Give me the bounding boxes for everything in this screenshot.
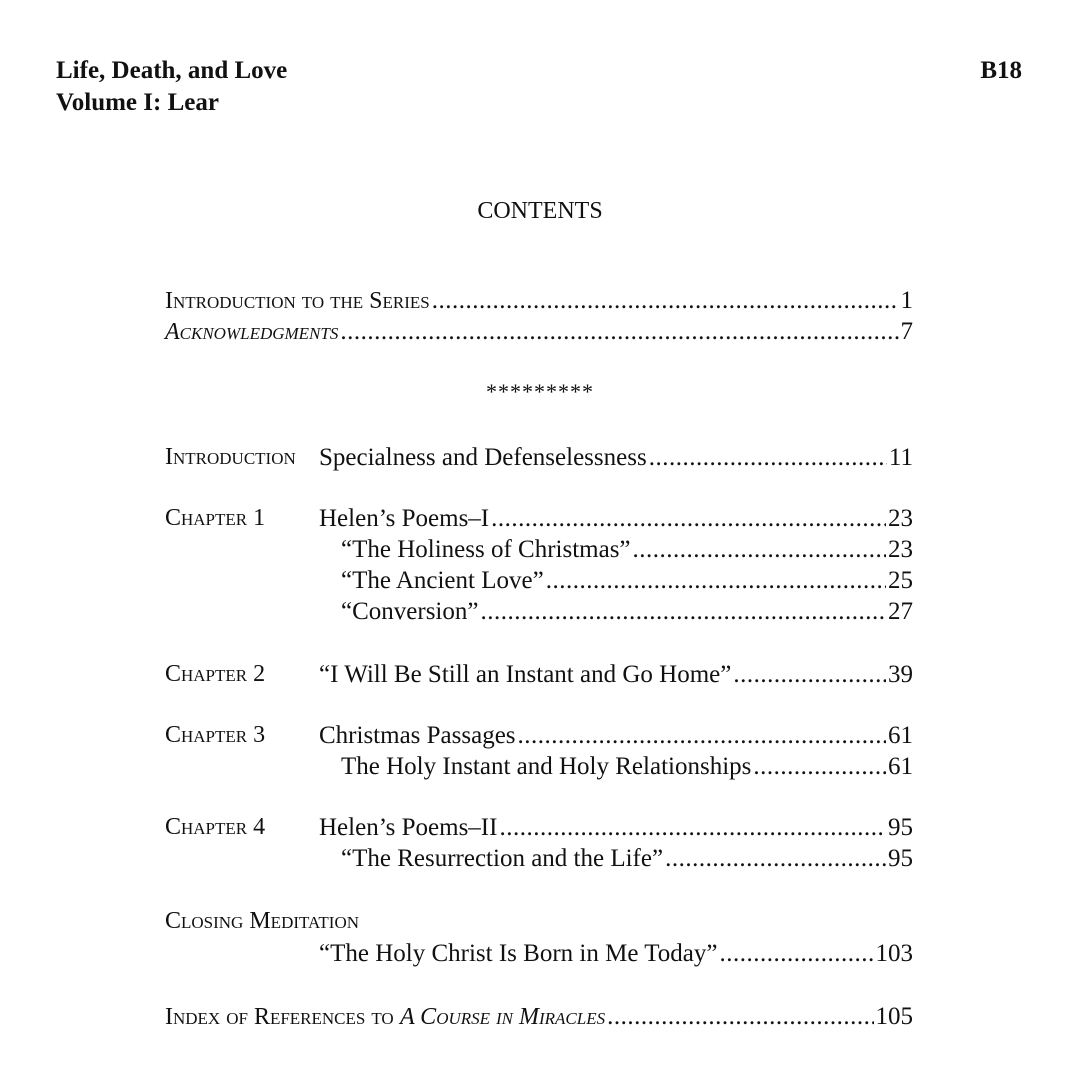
toc-page-number: 11	[888, 444, 913, 471]
toc-page-number: 1	[900, 287, 913, 314]
leader-dots	[432, 285, 899, 316]
closing-meditation-label: Closing Meditation	[165, 908, 360, 934]
toc-subentry[interactable]	[341, 596, 913, 627]
leader-dots	[499, 812, 886, 843]
toc-entry-title: “The Holy Christ Is Born in Me Today”	[319, 940, 718, 967]
toc-subentry-title: “Conversion”	[341, 598, 479, 625]
toc-entry-label	[165, 1001, 605, 1033]
book-code: B18	[980, 57, 1022, 84]
toc-page-number: 27	[888, 598, 913, 625]
introduction-label: Introduction	[165, 444, 296, 470]
toc-entry-title: “I Will Be Still an Instant and Go Home”	[319, 661, 732, 688]
toc-subentry-title: “The Ancient Love”	[341, 567, 544, 594]
leader-dots	[607, 1001, 873, 1032]
toc-entry-label: Acknowledgments	[165, 319, 339, 345]
toc-page-number: 103	[875, 940, 913, 967]
toc-entry-acknowledgments[interactable]	[165, 316, 913, 348]
toc-page-number: 25	[888, 567, 913, 594]
leader-dots	[633, 534, 886, 565]
toc-subentry[interactable]	[341, 534, 913, 565]
toc-subentry[interactable]	[341, 843, 913, 874]
toc-entry-introduction[interactable]	[319, 442, 913, 473]
toc-entry-closing-meditation[interactable]	[319, 938, 913, 969]
leader-dots	[649, 442, 887, 473]
toc-entry-label: Introduction to the Series	[165, 288, 430, 314]
leader-dots	[491, 503, 886, 534]
leader-dots	[546, 565, 886, 596]
index-label-course-title: A Course in Miracles	[399, 1004, 606, 1030]
leader-dots	[719, 938, 873, 969]
toc-entry-title: Helen’s Poems–I	[319, 505, 490, 532]
toc-subentry-title: “The Resurrection and the Life”	[341, 845, 664, 872]
chapter-3-label: Chapter 3	[165, 722, 266, 748]
toc-subentry-title: The Holy Instant and Holy Relationships	[341, 753, 752, 780]
toc-page-number: 7	[900, 318, 913, 345]
section-separator: *********	[486, 379, 594, 404]
toc-subentry[interactable]	[341, 565, 913, 596]
volume-title: Volume I: Lear	[56, 89, 219, 116]
toc-subentry[interactable]	[341, 751, 913, 782]
leader-dots	[480, 596, 886, 627]
chapter-1-label: Chapter 1	[165, 505, 266, 531]
leader-dots	[340, 316, 898, 347]
book-title: Life, Death, and Love	[56, 57, 288, 84]
toc-subentry-title: “The Holiness of Christmas”	[341, 536, 631, 563]
toc-entry-title: Helen’s Poems–II	[319, 814, 498, 841]
leader-dots	[518, 720, 886, 751]
toc-entry-chapter-4[interactable]	[319, 812, 913, 843]
leader-dots	[733, 659, 886, 690]
toc-entry-chapter-3[interactable]	[319, 720, 913, 751]
toc-entry-series-intro[interactable]	[165, 285, 913, 317]
toc-page-number: 23	[888, 505, 913, 532]
toc-page-number: 39	[888, 661, 913, 688]
toc-page-number: 23	[888, 536, 913, 563]
toc-page-number: 95	[888, 845, 913, 872]
toc-page-number: 105	[875, 1003, 913, 1030]
toc-entry-index[interactable]	[165, 1001, 913, 1033]
index-label-prefix: Index of References to	[165, 1004, 394, 1030]
toc-entry-title: Christmas Passages	[319, 722, 516, 749]
toc-entry-title: Specialness and Defenselessness	[319, 444, 647, 471]
chapter-2-label: Chapter 2	[165, 661, 266, 687]
running-header	[56, 55, 287, 119]
leader-dots	[753, 751, 886, 782]
toc-entry-chapter-1[interactable]	[319, 503, 913, 534]
contents-heading: CONTENTS	[477, 198, 603, 224]
toc-entry-chapter-2[interactable]	[319, 659, 913, 690]
toc-page-number: 95	[888, 814, 913, 841]
toc-page-number: 61	[888, 722, 913, 749]
toc-page-number: 61	[888, 753, 913, 780]
leader-dots	[665, 843, 886, 874]
chapter-4-label: Chapter 4	[165, 814, 266, 840]
